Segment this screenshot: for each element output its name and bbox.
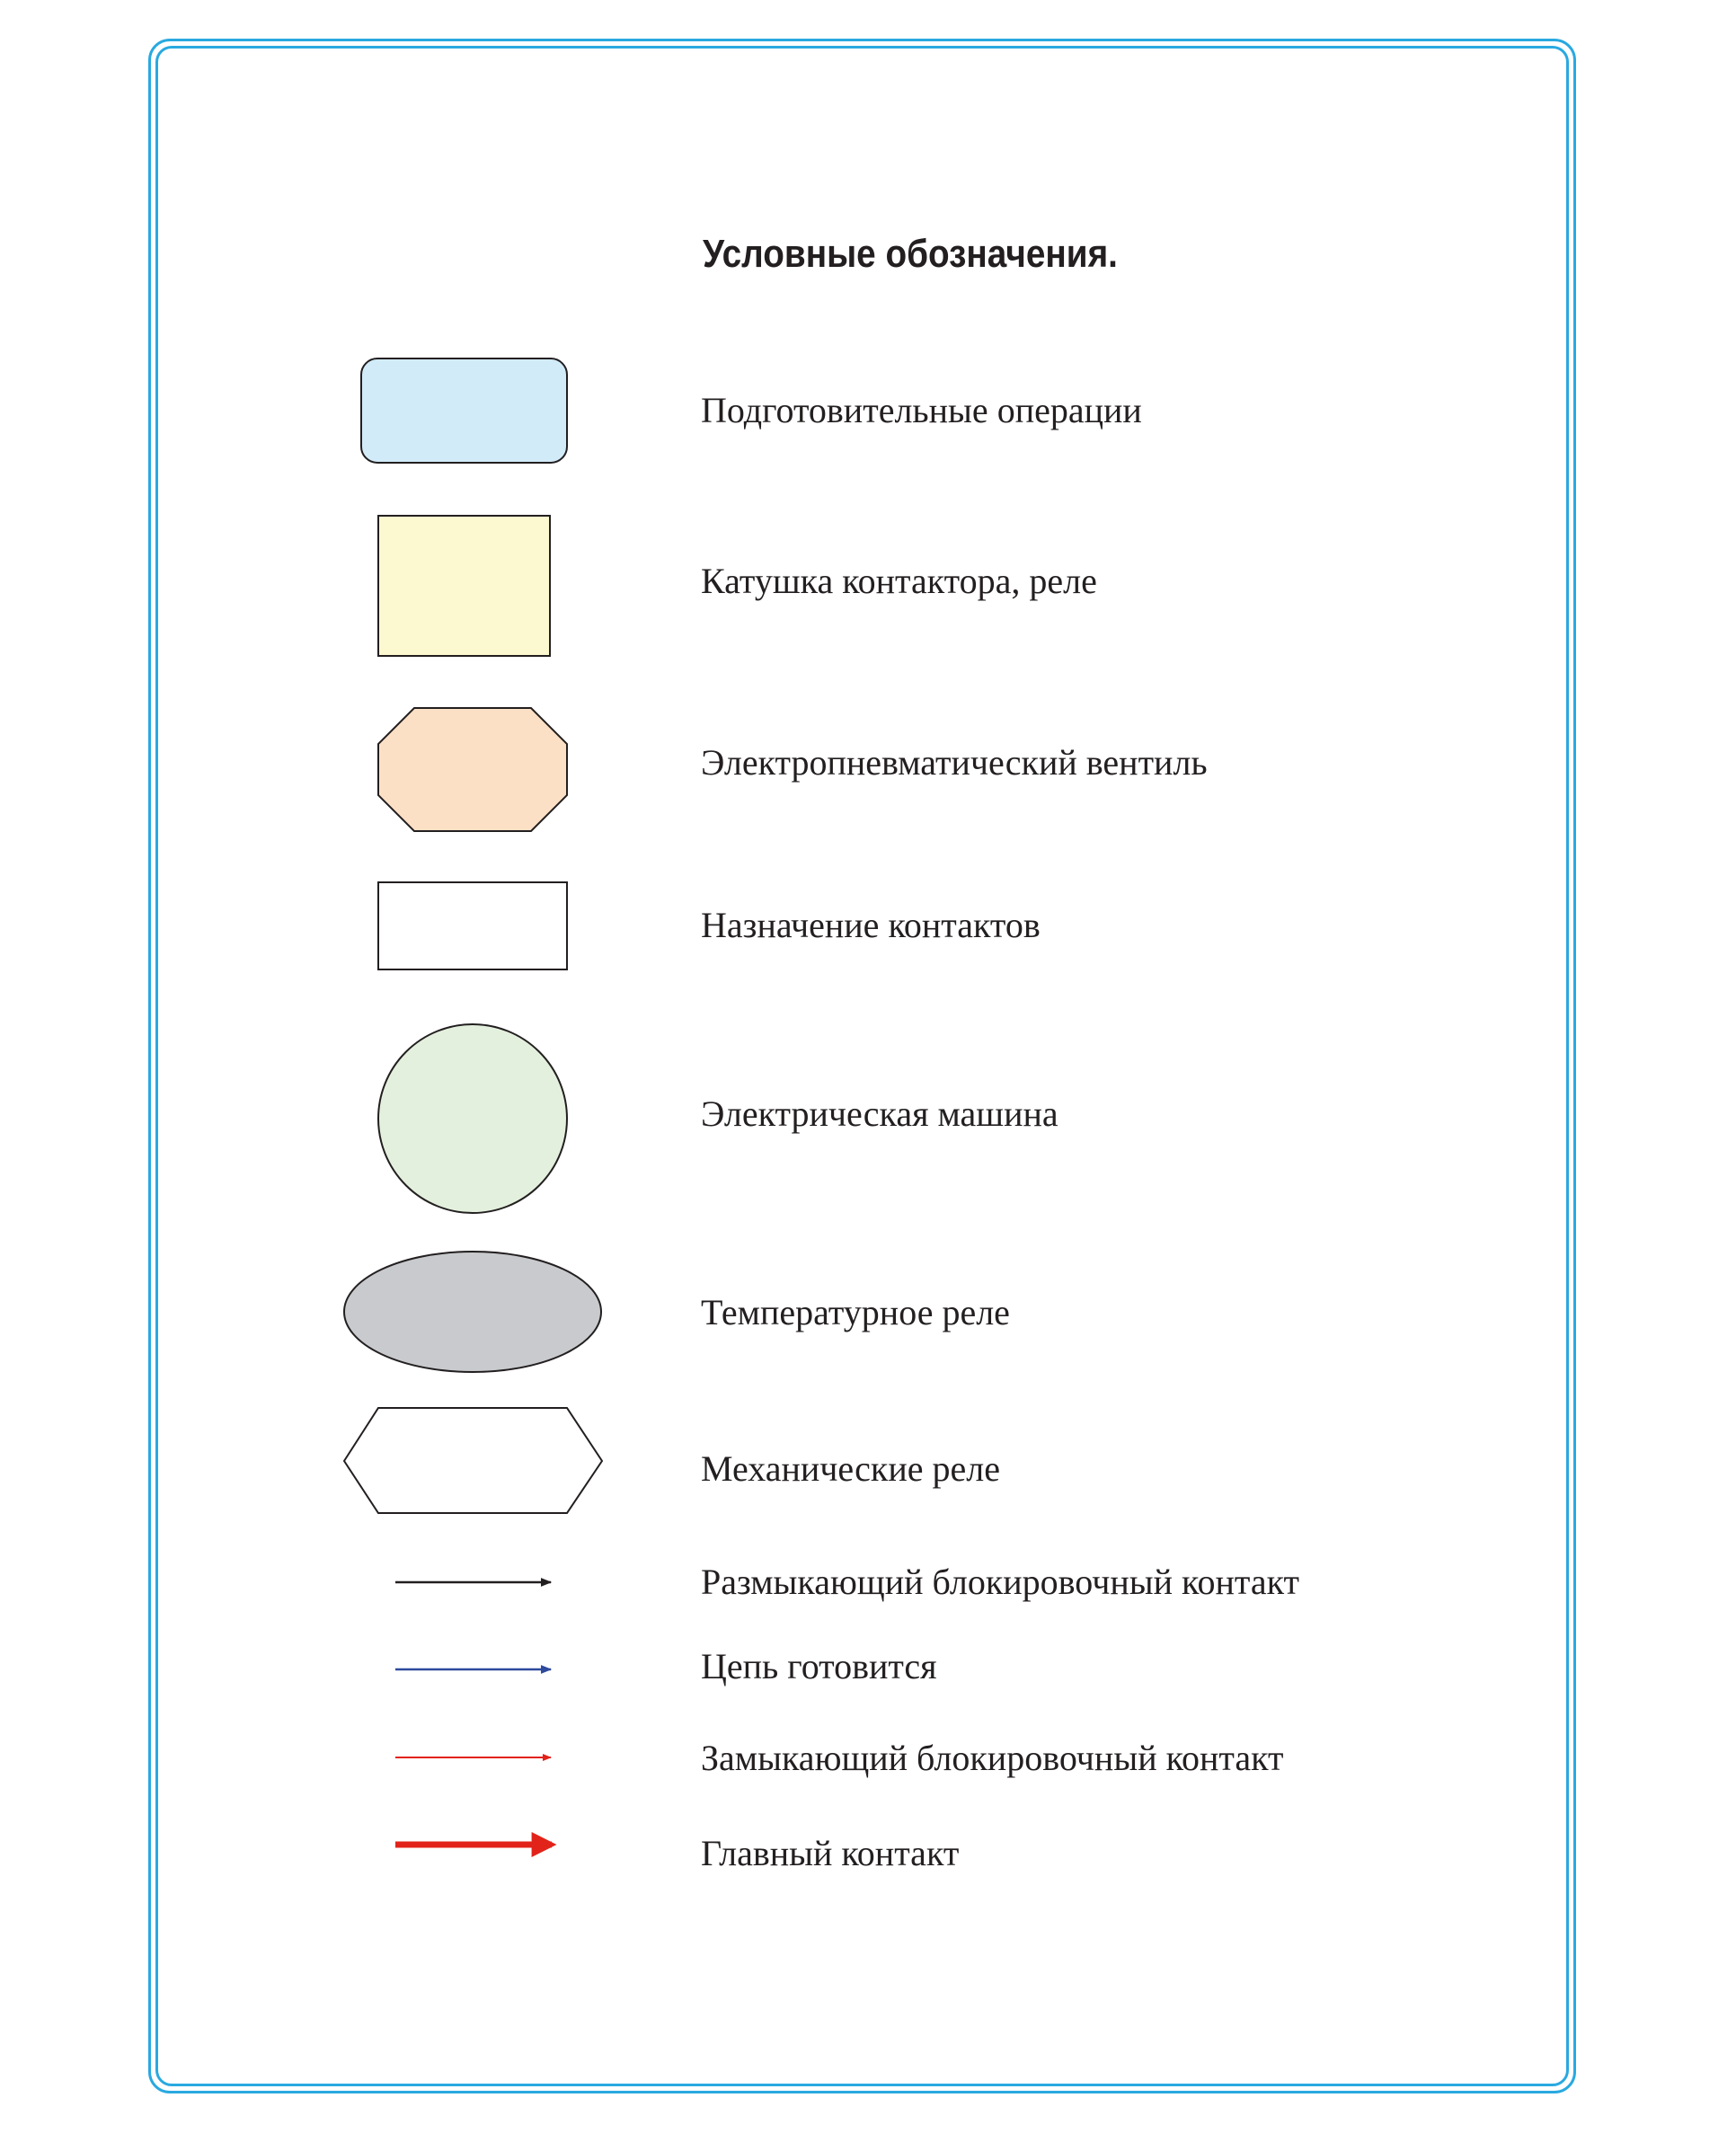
legend-label-circuit-preparing: Цепь готовится	[701, 1646, 937, 1686]
legend-label-contactor-coil: Катушка контактора, реле	[701, 561, 1097, 601]
contactor-coil-symbol	[378, 516, 550, 656]
legend-label-contact-assignment: Назначение контактов	[701, 905, 1041, 945]
legend-label-preparatory-operations: Подготовительные операции	[701, 390, 1142, 430]
electropneumatic-valve-symbol	[378, 708, 567, 831]
thermal-relay-symbol	[344, 1252, 601, 1372]
legend-label-opening-interlock: Размыкающий блокировочный контакт	[701, 1562, 1299, 1602]
contact-assignment-symbol	[378, 882, 567, 969]
mechanical-relay-symbol	[344, 1408, 602, 1513]
electric-machine-symbol	[378, 1024, 567, 1213]
legend-label-electric-machine: Электрическая машина	[701, 1093, 1058, 1134]
legend-label-mechanical-relay: Механические реле	[701, 1448, 1000, 1489]
legend-label-main-contact: Главный контакт	[701, 1833, 960, 1873]
preparatory-operations-symbol	[361, 358, 567, 463]
legend-label-closing-interlock: Замыкающий блокировочный контакт	[701, 1738, 1284, 1778]
legend-label-electropneumatic-valve: Электропневматический вентиль	[701, 742, 1208, 783]
legend-title: Условные обозначения.	[703, 232, 1118, 276]
legend-label-thermal-relay: Температурное реле	[701, 1292, 1010, 1332]
